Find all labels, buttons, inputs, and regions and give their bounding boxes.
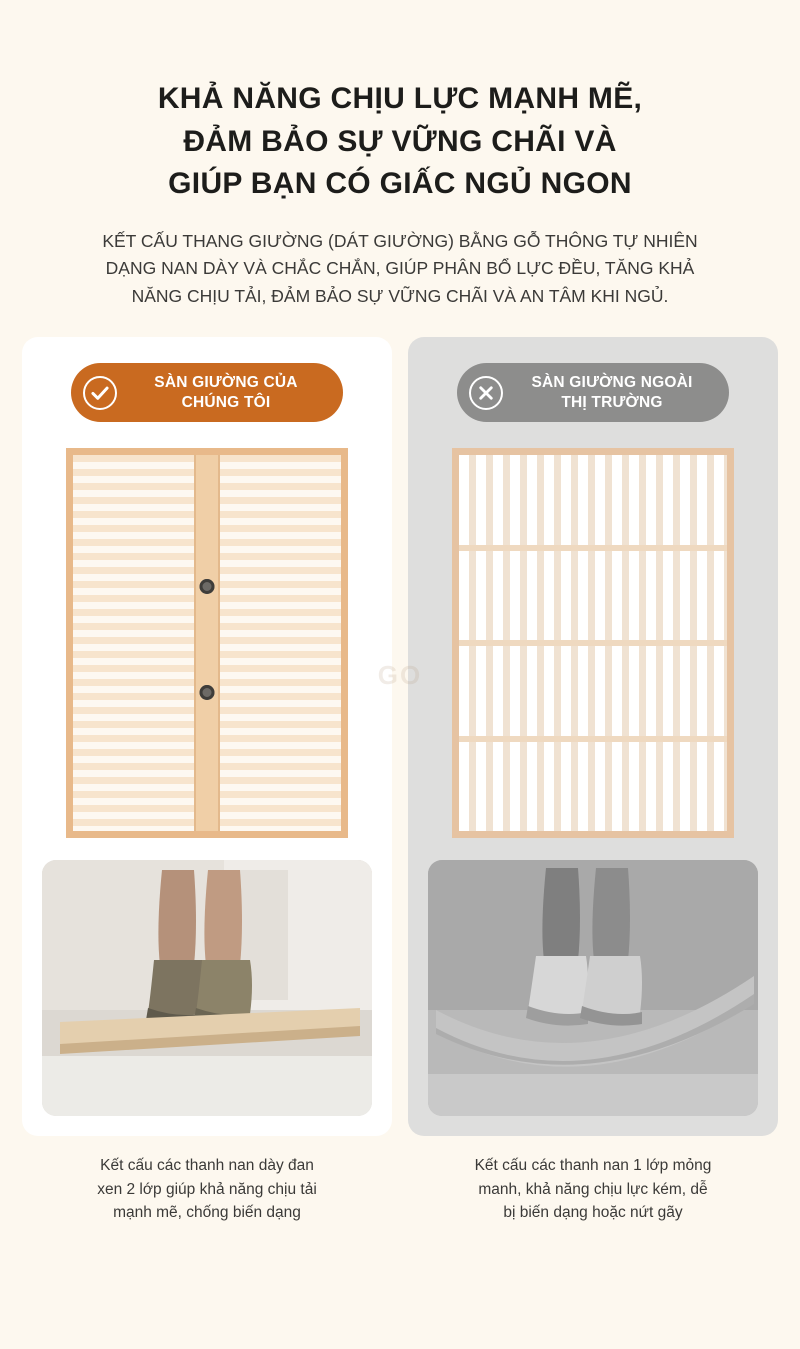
- watermark: GO: [377, 660, 423, 690]
- ours-photo: [42, 860, 372, 1116]
- ours-caption-line-3: mạnh mẽ, chống biến dạng: [113, 1203, 301, 1221]
- ours-slat-illustration: [40, 448, 374, 838]
- subheading-line-2: DẠNG NAN DÀY VÀ CHẮC CHẮN, GIÚP PHÂN BỔ LỰC ĐỀU, TĂNG KHẢ: [105, 258, 695, 279]
- theirs-caption: [408, 1154, 778, 1224]
- ours-badge-label: [129, 373, 323, 413]
- theirs-badge: [457, 363, 729, 423]
- subheading-line-3: NĂNG CHỊU TẢI, ĐẢM BẢO SỰ VỮNG CHÃI VÀ AN TÂM KHI NGỦ.: [131, 286, 669, 307]
- header-section: [0, 0, 800, 311]
- ours-slat-column-left: [73, 455, 194, 831]
- theirs-caption-line-2: manh, khả năng chịu lực kém, dễ: [478, 1180, 708, 1198]
- theirs-slat-frame: [452, 448, 734, 838]
- ours-slat-columns: [73, 455, 341, 831]
- cross-circle-icon: [469, 376, 503, 410]
- theirs-badge-line-2: THỊ TRƯỜNG: [561, 393, 663, 411]
- comparison-section: [0, 311, 800, 1137]
- ours-badge-line-1: SÀN GIƯỜNG CỦA: [154, 373, 298, 391]
- theirs-slat-band: [459, 551, 727, 647]
- theirs-photo: [428, 860, 758, 1116]
- ours-card: [22, 337, 392, 1137]
- headline-line-2: ĐẢM BẢO SỰ VỮNG CHÃI VÀ: [183, 124, 617, 158]
- ours-caption-line-2: xen 2 lớp giúp khả năng chịu tải: [97, 1180, 317, 1198]
- check-circle-icon: [83, 376, 117, 410]
- ours-badge: [71, 363, 343, 423]
- headline-line-3: GIÚP BẠN CÓ GIẤC NGỦ NGON: [168, 167, 632, 201]
- subheading-line-1: KẾT CẤU THANG GIƯỜNG (DÁT GIƯỜNG) BẰNG GỖ THÔNG TỰ NHIÊN: [102, 230, 698, 251]
- theirs-slat-band: [459, 646, 727, 742]
- ours-slat-frame: [66, 448, 348, 838]
- ours-caption-line-1: Kết cấu các thanh nan dày đan: [100, 1157, 314, 1175]
- page-title: [40, 78, 760, 206]
- theirs-badge-label: [515, 373, 709, 413]
- captions-section: [0, 1136, 800, 1224]
- theirs-caption-line-1: Kết cấu các thanh nan 1 lớp mỏng: [474, 1157, 712, 1175]
- ours-center-knob-bottom: [200, 685, 215, 700]
- headline-line-1: KHẢ NĂNG CHỊU LỰC MẠNH MẼ,: [157, 82, 643, 115]
- ours-slat-column-right: [220, 455, 341, 831]
- ours-caption: [22, 1154, 392, 1224]
- theirs-badge-line-1: SÀN GIƯỜNG NGOÀI: [531, 373, 693, 391]
- ours-center-beam: [194, 455, 220, 831]
- theirs-caption-line-3: bị biến dạng hoặc nứt gãy: [503, 1203, 683, 1221]
- theirs-slat-band: [459, 455, 727, 551]
- theirs-slat-illustration: [426, 448, 760, 838]
- theirs-slat-bands: [459, 455, 727, 831]
- subheading: [60, 228, 740, 311]
- ours-center-knob-top: [200, 579, 215, 594]
- ours-badge-line-2: CHÚNG TÔI: [181, 393, 271, 411]
- theirs-card: [408, 337, 778, 1137]
- theirs-slat-band: [459, 742, 727, 832]
